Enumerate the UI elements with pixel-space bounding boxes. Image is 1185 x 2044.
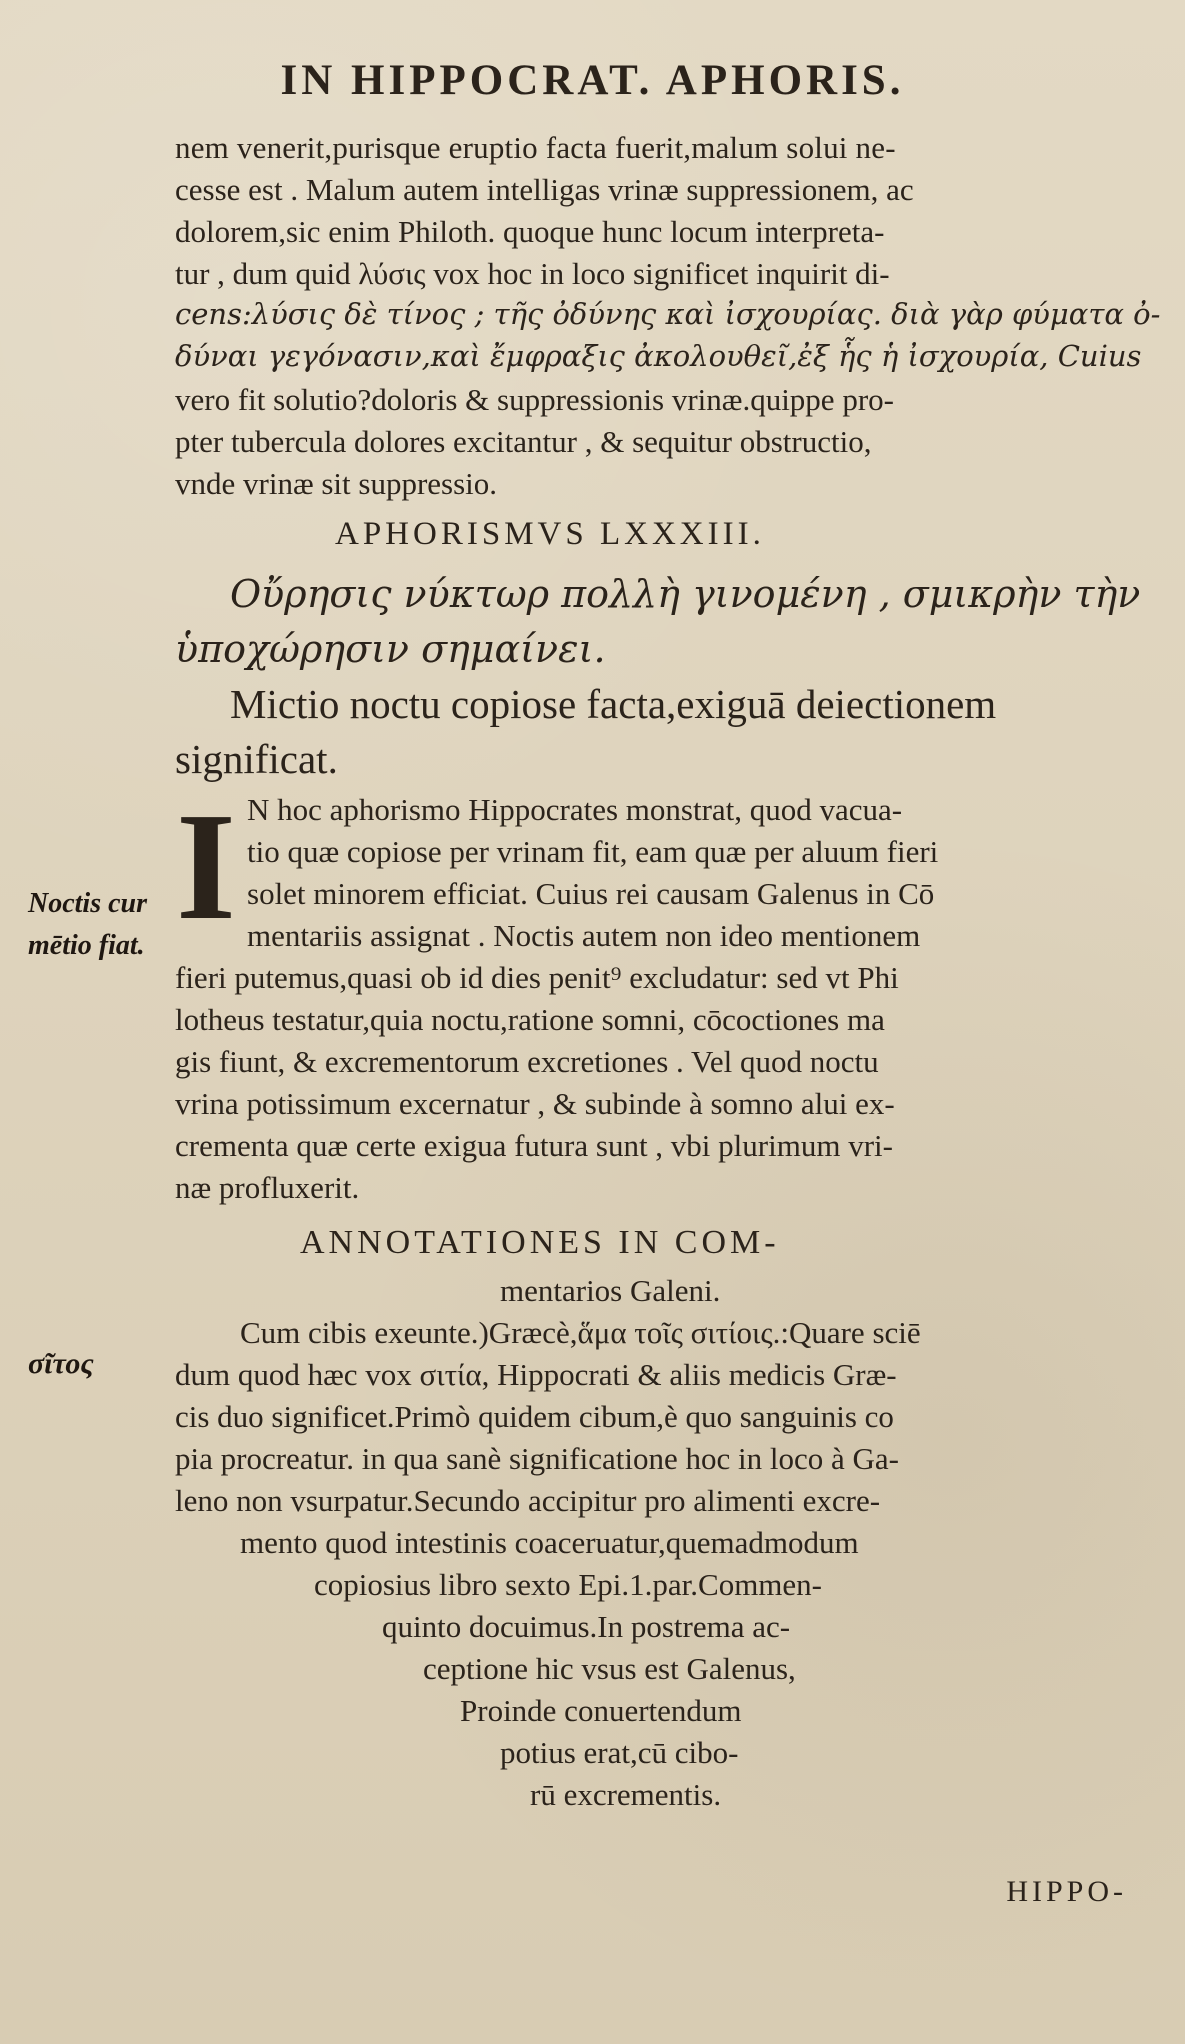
text-line: tur , dum quid λύσις vox hoc in loco significet inquirit di- [175, 256, 890, 291]
annotations-subheading: mentarios Galeni. [500, 1273, 721, 1308]
greek-line: δύναι γεγόνασιν,καὶ ἔμφραξις ἀκολουθεῖ,ἐξ ἧς ἡ ἰσχουρία, Cuius [175, 339, 1142, 373]
drop-cap: I [176, 782, 236, 952]
tapered-line: mento quod intestinis coaceruatur,quemadmodum [240, 1525, 859, 1560]
text-line: dum quod hæc vox σιτία, Hippocrati & aliis medicis Græ- [175, 1357, 897, 1392]
latin-aphorism-line: Mictio noctu copiose facta,exiguā deiectionem [230, 681, 997, 727]
text-line: vrina potissimum excernatur , & subinde à somno alui ex- [175, 1086, 895, 1121]
text-line: fieri putemus,quasi ob id dies penit⁹ excludatur: sed vt Phi [175, 960, 899, 995]
tapered-line: ceptione hic vsus est Galenus, [423, 1651, 796, 1686]
greek-aphorism-line: ὑποχώρησιν σημαίνει. [175, 627, 606, 671]
text-line: pia procreatur. in qua sanè significatione hoc in loco à Ga- [175, 1441, 899, 1476]
text-line: mentariis assignat . Noctis autem non ideo mentionem [247, 918, 921, 953]
text-line: solet minorem efficiat. Cuius rei causam Galenus in Cō [247, 876, 935, 911]
aphorism-heading: APHORISMVS LXXXIII. [335, 516, 765, 552]
greek-aphorism-line: Οὔρησις νύκτωρ πολλὴ γινομένη , σμικρὴν τὴν [230, 572, 1141, 616]
annotations-heading: ANNOTATIONES IN COM- [300, 1224, 780, 1261]
tapered-line: Proinde conuertendum [460, 1693, 742, 1728]
tapered-line: quinto docuimus.In postrema ac- [382, 1609, 791, 1644]
text-line: dolorem,sic enim Philoth. quoque hunc locum interpreta- [175, 214, 885, 249]
latin-aphorism-line: significat. [175, 736, 338, 782]
text-line: leno non vsurpatur.Secundo accipitur pro alimenti excre- [175, 1483, 881, 1518]
catchword: HIPPO- [1006, 1875, 1127, 1908]
text-line: cesse est . Malum autem intelligas vrinæ suppressionem, ac [175, 172, 914, 207]
text-line: vero fit solutio?doloris & suppressionis vrinæ.quippe pro- [175, 382, 894, 417]
text-line: gis fiunt, & excrementorum excretiones . Vel quod noctu [175, 1044, 879, 1079]
margin-note: σῖτος [28, 1347, 94, 1380]
greek-line: cens:λύσις δὲ τίνος ; τῆς ὀδύνης καὶ ἰσχουρίας. διὰ γὰρ φύματα ὀ- [175, 297, 1161, 331]
text-line: næ profluxerit. [175, 1170, 360, 1205]
text-line: N hoc aphorismo Hippocrates monstrat, quod vacua- [247, 792, 903, 827]
text-line: pter tubercula dolores excitantur , & sequitur obstructio, [175, 424, 872, 459]
text-line: crementa quæ certe exigua futura sunt , vbi plurimum vri- [175, 1128, 893, 1163]
text-line: tio quæ copiose per vrinam fit, eam quæ per aluum fieri [247, 834, 939, 869]
tapered-line: potius erat,cū cibo- [500, 1735, 739, 1770]
text-line: cis duo significet.Primò quidem cibum,è quo sanguinis co [175, 1399, 894, 1434]
tapered-line: copiosius libro sexto Epi.1.par.Commen- [314, 1567, 823, 1602]
margin-note: mētio fiat. [28, 930, 145, 961]
tapered-line: rū excrementis. [530, 1777, 722, 1812]
text-line: nem venerit,purisque eruptio facta fuerit,malum solui ne- [175, 130, 896, 165]
margin-note: Noctis cur [28, 888, 147, 919]
running-head: IN HIPPOCRAT. APHORIS. [280, 57, 905, 104]
text-line: lotheus testatur,quia noctu,ratione somni, cōcoctiones ma [175, 1002, 885, 1037]
text-line: Cum cibis exeunte.)Græcè,ἅμα τοῖς σιτίοις.:Quare sciē [240, 1315, 921, 1350]
text-line: vnde vrinæ sit suppressio. [175, 466, 498, 501]
